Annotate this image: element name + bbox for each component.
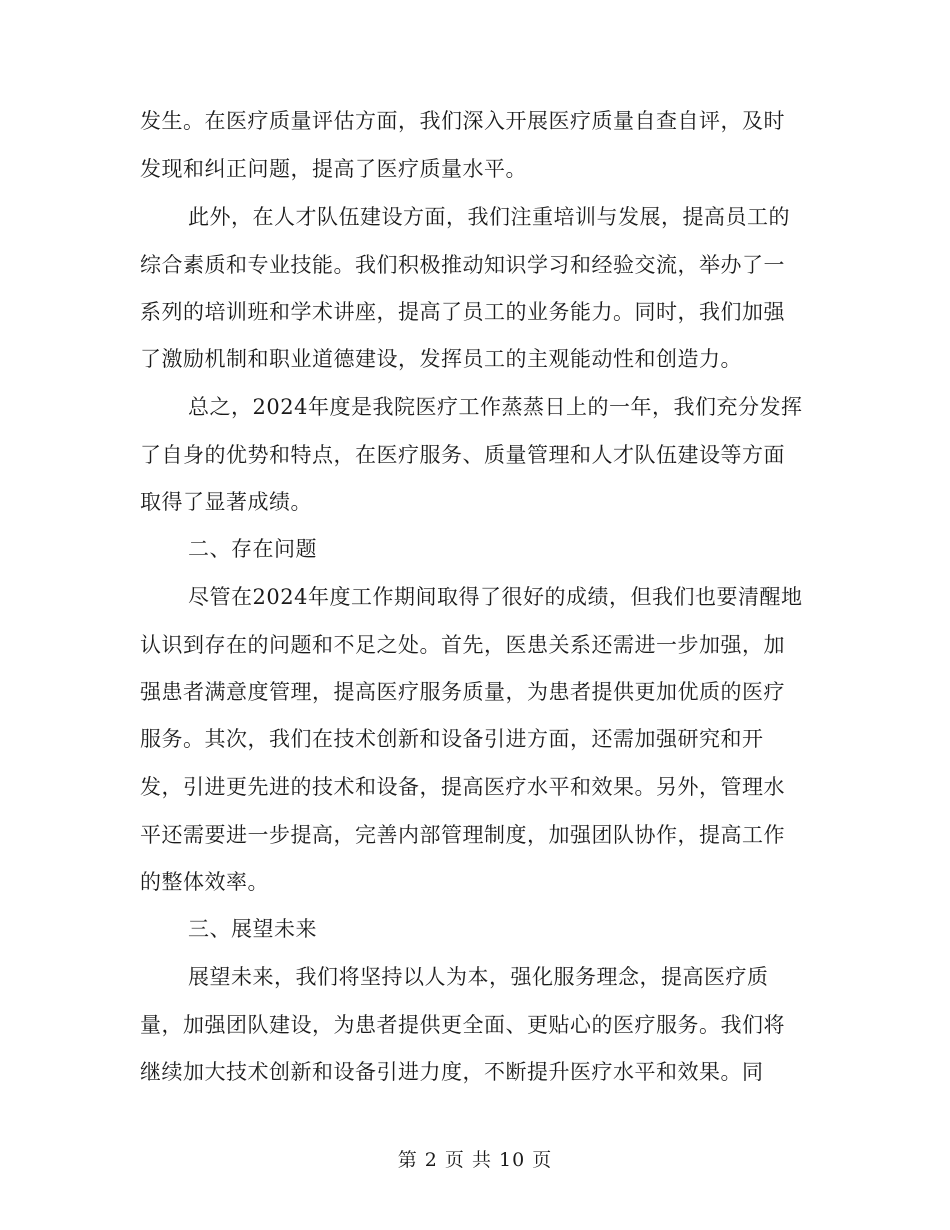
text-line: 发生。在医疗质量评估方面，我们深入开展医疗质量自查自评，及时 [140,109,785,133]
text-line: 继续加大技术创新和设备引进力度，不断提升医疗水平和效果。同 [140,1060,764,1084]
text-line: 总之，2024年度是我院医疗工作蒸蒸日上的一年，我们充分发挥 [188,395,803,419]
section-heading: 二、存在问题 [188,537,317,561]
page-number-footer: 第 2 页 共 10 页 [397,1149,553,1171]
text-line: 的整体效率。 [140,870,269,894]
text-line: 强患者满意度管理，提高医疗服务质量，为患者提供更加优质的医疗 [140,680,785,704]
section-heading: 三、展望未来 [188,917,317,941]
text-line: 了激励机制和职业道德建设，发挥员工的主观能动性和创造力。 [140,347,742,371]
text-line: 尽管在2024年度工作期间取得了很好的成绩，但我们也要清醒地 [188,585,803,609]
text-line: 发，引进更先进的技术和设备，提高医疗水平和效果。另外，管理水 [140,775,785,799]
text-line: 此外，在人才队伍建设方面，我们注重培训与发展，提高员工的 [188,205,790,229]
text-line: 取得了显著成绩。 [140,490,312,514]
text-line: 了自身的优势和特点，在医疗服务、质量管理和人才队伍建设等方面 [140,443,785,467]
text-line: 量，加强团队建设，为患者提供更全面、更贴心的医疗服务。我们将 [140,1013,785,1037]
text-line: 服务。其次，我们在技术创新和设备引进方面，还需加强研究和开 [140,727,764,751]
text-line: 发现和纠正问题，提高了医疗质量水平。 [140,157,527,181]
text-line: 展望未来，我们将坚持以人为本，强化服务理念，提高医疗质 [188,965,769,989]
text-line: 综合素质和专业技能。我们积极推动知识学习和经验交流，举办了一 [140,253,785,277]
text-line: 认识到存在的问题和不足之处。首先，医患关系还需进一步加强，加 [140,633,785,657]
text-line: 系列的培训班和学术讲座，提高了员工的业务能力。同时，我们加强 [140,300,785,324]
text-line: 平还需要进一步提高，完善内部管理制度，加强团队协作，提高工作 [140,823,785,847]
